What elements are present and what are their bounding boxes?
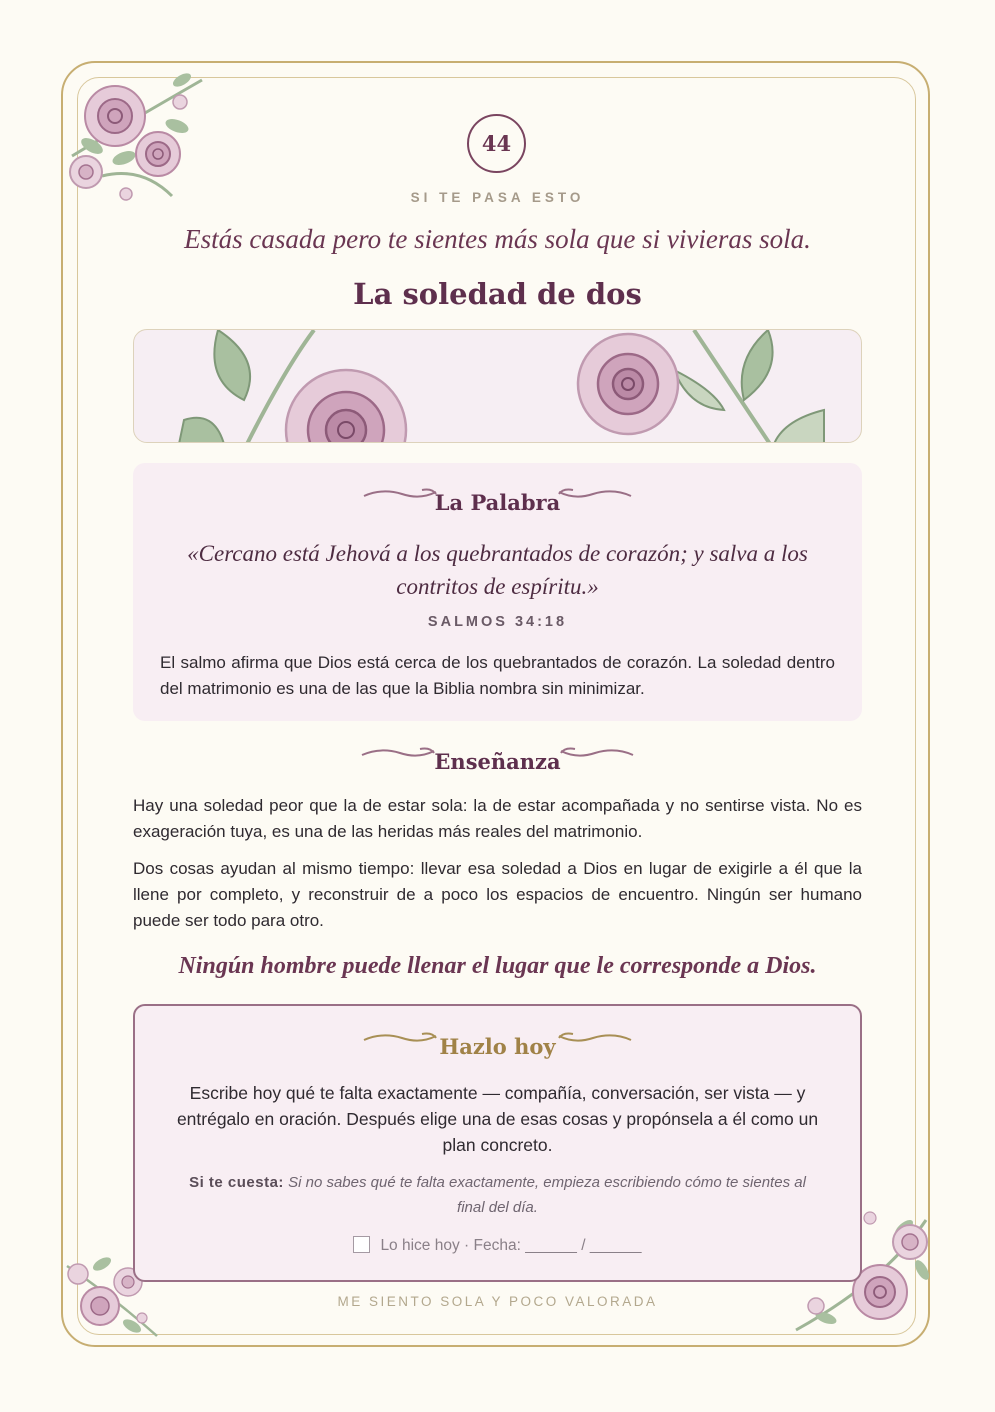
teaching-section-heading: Enseñanza	[434, 749, 561, 774]
kicker-label: SI TE PASA ESTO	[410, 190, 585, 205]
teaching-paragraph: Dos cosas ayudan al mismo tiempo: llevar esa soledad a Dios en lugar de exigirle a él que la llene por completo, y reconstruir de a poco los espacios de encuentro. Ningún ser humano puede ser todo para otro.	[133, 859, 862, 930]
verse-commentary: El salmo afirma que Dios está cerca de los quebrantados de corazón. La soledad dentro del matrimonio es una de las que la Biblia nombra sin minimizar.	[160, 653, 835, 698]
completion-row	[0, 1236, 995, 1255]
flourish-icon	[559, 745, 635, 761]
page-footer: ME SIENTO SOLA Y POCO VALORADA	[337, 1294, 658, 1309]
date-field[interactable]: · Fecha: ______ / ______	[464, 1237, 642, 1254]
flourish-icon	[557, 486, 633, 502]
rose-icon	[62, 66, 212, 206]
floral-banner	[133, 329, 862, 443]
word-section-heading: La Palabra	[434, 490, 561, 515]
hint-label: Si te cuesta:	[189, 1174, 284, 1191]
verse-reference: SALMOS 34:18	[427, 614, 568, 630]
hint-text: Si no sabes qué te falta exactamente, empieza escribiendo cómo te sientes al final del día.	[288, 1174, 806, 1216]
action-section-heading: Hazlo hoy	[439, 1034, 556, 1059]
action-hint	[175, 1170, 820, 1220]
teaching-paragraph: Hay una soledad peor que la de estar sola: la de estar acompañada y no sentirse vista. No es exageración tuya, es una de las heridas más reales del matrimonio.	[133, 796, 862, 841]
flourish-icon	[557, 1030, 633, 1046]
checkbox-icon[interactable]	[353, 1236, 370, 1253]
page-number-badge: 44	[467, 114, 526, 173]
situation-subtitle: Estás casada pero te sientes más sola que si vivieras sola.	[184, 224, 811, 254]
action-instructions: Escribe hoy qué te falta exactamente — compañía, conversación, ser vista — y entrégalo en oración. Después elige una de esas cosas y propónsela a él como un plan concreto.	[176, 1083, 819, 1155]
highlight-quote: Ningún hombre puede llenar el lugar que le corresponde a Dios.	[178, 953, 817, 979]
checkbox-label: Lo hice hoy	[380, 1237, 460, 1254]
bible-verse: «Cercano está Jehová a los quebrantados de corazón; y salva a los contritos de espíritu.»	[187, 541, 808, 599]
page-title: La soledad de dos	[353, 277, 642, 311]
